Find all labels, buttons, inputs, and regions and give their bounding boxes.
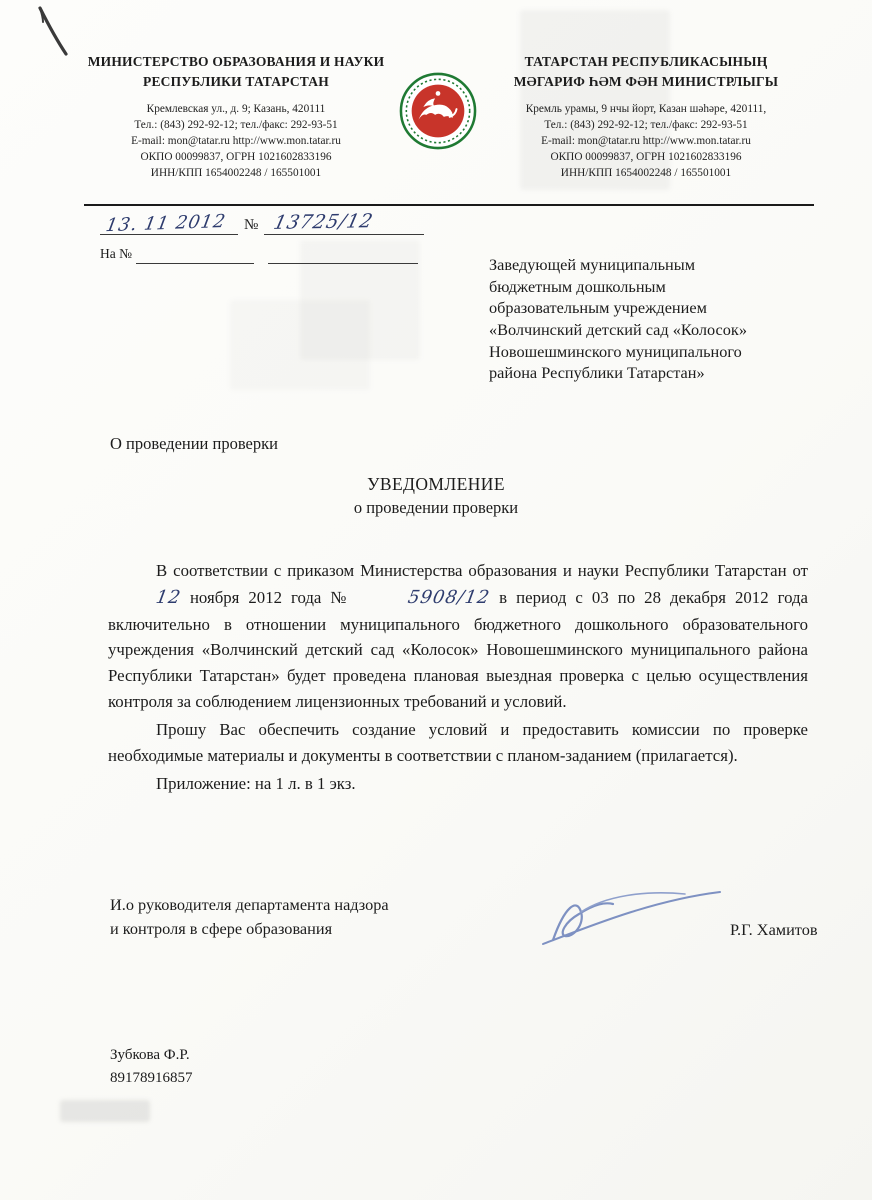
handwritten-outgoing-number: 13725/12	[271, 210, 376, 234]
date-underline	[100, 210, 238, 235]
paragraph-1	[108, 558, 808, 715]
recipient-line: бюджетным дошкольным	[489, 276, 666, 296]
document-title: УВЕДОМЛЕНИЕ	[367, 474, 505, 494]
recipient-line: «Волчинский детский сад «Колосок»	[489, 320, 747, 340]
ministry-title-tt-line2: МӘГАРИФ ҺӘМ ФӘН МИНИСТРЛЫГЫ	[513, 73, 779, 89]
na-number-label: На №	[100, 246, 132, 261]
address-ru-line: Тел.: (843) 292-92-12; тел./факс: 292-93-51	[134, 119, 338, 132]
recipient-line: образовательным учреждением	[489, 298, 707, 318]
signer-position	[110, 893, 389, 940]
signer-position-line1: И.о руководителя департамента надзора	[110, 895, 389, 914]
subject-line: О проведении проверки	[110, 434, 278, 453]
p1-text: ноября 2012 года №	[180, 587, 361, 607]
address-tt-line: Кремль урамы, 9 нчы йорт, Казан шәһәре, 420111,	[525, 103, 767, 116]
handwritten-date: 13. 11 2012	[104, 210, 228, 237]
executor-block	[110, 1044, 193, 1089]
header-divider	[84, 204, 814, 206]
address-ru-line: ОКПО 00099837, ОГРН 1021602833196	[140, 151, 332, 164]
tatarstan-coat-of-arms-icon	[399, 72, 477, 150]
p1-text: в период с 03 по 28 декабря 2012 года включительно в отношении муниципального бюджетного дошкольного образовательного учреждения «Волчинский детский сад «Колосок» Новошешминского муниципального района Республики Татарстан» будет проведена плановая выездная проверка с целью осуществления контроля за соблюдением лицензионных требований и условий.	[108, 587, 808, 712]
signer-position-line2: и контроля в сфере образования	[110, 918, 333, 938]
p1-text: В соответствии с приказом Министерства образования и науки Республики Татарстан от	[156, 561, 808, 580]
executor-name: Зубкова Ф.Р.	[110, 1047, 190, 1063]
address-tt-line: Тел.: (843) 292-92-12; тел./факс: 292-93-51	[544, 119, 748, 132]
ministry-title-ru-line1: МИНИСТЕРСТВО ОБРАЗОВАНИЯ И НАУКИ	[87, 54, 385, 69]
address-tt-line: E-mail: mon@tatar.ru http://www.mon.tatar.ru	[541, 135, 751, 148]
address-tt-line: ОКПО 00099837, ОГРН 1021602833196	[550, 151, 742, 164]
address-tt-line: ИНН/КПП 1654002248 / 165501001	[560, 167, 732, 180]
header-russian	[78, 52, 394, 181]
recipient-block	[489, 254, 799, 384]
letter-body	[108, 558, 808, 797]
document-subtitle: о проведении проверки	[353, 498, 519, 517]
recipient-line: Заведующей муниципальным	[489, 255, 696, 274]
handwritten-signature	[535, 878, 735, 958]
na-underline-2	[268, 239, 418, 264]
bleedthrough-stamp-artifact	[60, 1100, 150, 1122]
handwritten-day: 12	[154, 586, 183, 608]
address-ru-line: ИНН/КПП 1654002248 / 165501001	[150, 167, 322, 180]
ministry-title-tt-line1: ТАТАРСТАН РЕСПУБЛИКАСЫНЫҢ	[524, 54, 768, 69]
header-tatar	[478, 52, 814, 181]
paragraph-2: Прошу Вас обеспечить создание условий и предоставить комиссии по проверке необходимые материалы и документы в соответствии с планом-заданием (прилагается).	[108, 720, 808, 765]
number-underline	[264, 210, 424, 235]
number-sign: №	[244, 217, 259, 233]
address-ru-line: E-mail: mon@tatar.ru http://www.mon.tatar.ru	[131, 135, 341, 148]
recipient-line: района Республики Татарстан»	[489, 363, 705, 383]
ministry-title-ru-line2: РЕСПУБЛИКИ ТАТАРСТАН	[143, 73, 329, 89]
na-underline-1	[136, 239, 254, 264]
signer-name: Р.Г. Хамитов	[730, 920, 818, 939]
attachment-line: Приложение: на 1 л. в 1 экз.	[156, 773, 356, 793]
bleedthrough-artifact	[230, 300, 370, 390]
reference-block	[100, 210, 424, 264]
executor-phone: 89178916857	[110, 1069, 193, 1086]
recipient-line: Новошешминского муниципального	[489, 341, 742, 361]
address-ru-line: Кремлевская ул., д. 9; Казань, 420111	[146, 103, 326, 116]
handwritten-order-number: 5908/12	[406, 586, 493, 608]
